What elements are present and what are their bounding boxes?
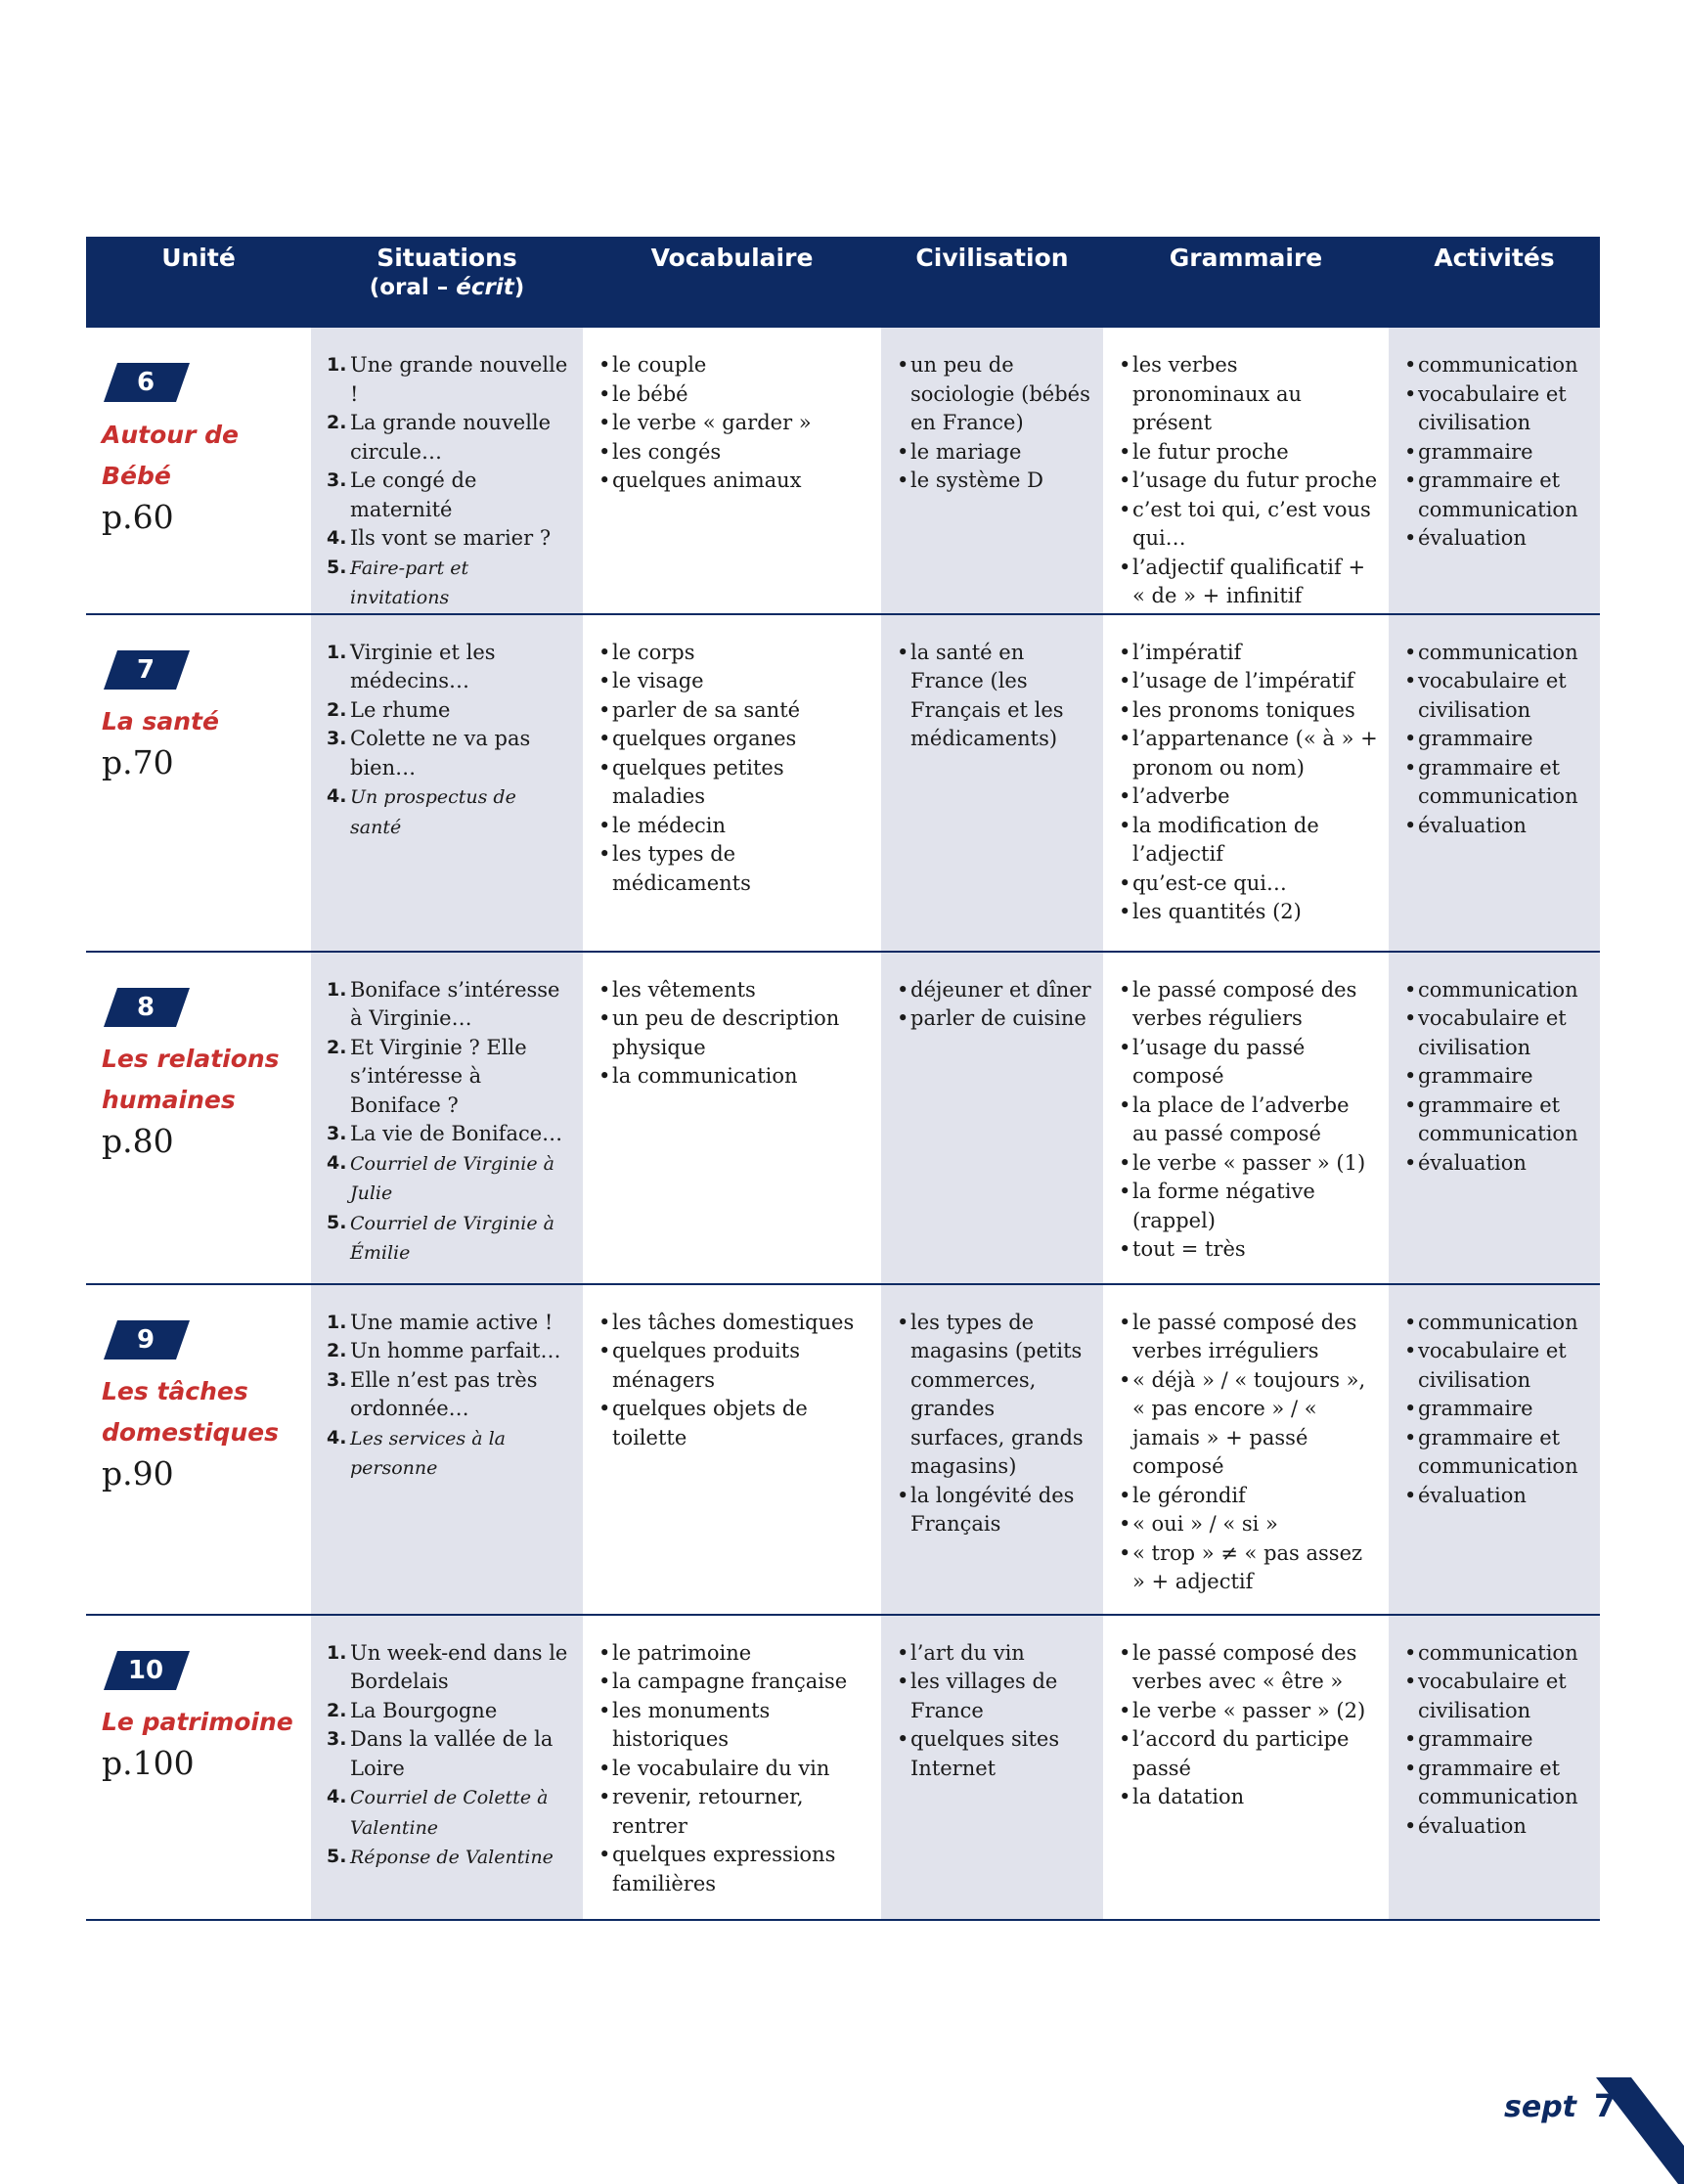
grammaire-cell [1103,328,1389,614]
grammaire-item: • l’impératif [1119,639,1379,668]
situation-item [327,409,573,467]
situation-number: 4. [327,527,347,549]
activites-cell [1389,328,1600,614]
header-row [86,237,1600,328]
vocabulaire-cell [583,1615,881,1920]
situation-text: Faire-part et invitations [350,557,469,608]
vocabulaire-cell [583,614,881,952]
situation-item [327,1783,573,1843]
civilisation-item: • l’art du vin [897,1639,1093,1669]
situation-text: Un week-end dans le Bordelais [350,1640,568,1693]
grammaire-item: • l’usage de l’impératif [1119,667,1379,696]
civilisation-item: • la longévité des Français [897,1482,1093,1539]
activites-item: • grammaire et communication [1404,467,1590,524]
situation-item [327,1209,573,1269]
grammaire-item: • la modification de l’adjectif [1119,812,1379,869]
vocabulaire-item: • les types de médicaments [598,840,871,898]
situation-text: Réponse de Valentine [350,1847,554,1868]
grammaire-item: • l’usage du futur proche [1119,467,1379,496]
unit-cell [86,1284,311,1615]
civilisation-item: • le système D [897,467,1093,496]
grammaire-item: • le futur proche [1119,438,1379,468]
situation-text: Boniface s’intéresse à Virginie… [350,977,560,1030]
situation-item [327,1639,573,1697]
header-situations-sub [312,273,582,303]
grammaire-item: • le verbe « passer » (2) [1119,1697,1379,1726]
situations-cell [311,1615,583,1920]
activites-cell [1389,952,1600,1284]
activites-item: • vocabulaire et civilisation [1404,380,1590,438]
vocabulaire-item: • le verbe « garder » [598,409,871,438]
situation-item [327,639,573,696]
situation-item [327,1120,573,1149]
unit-number: 6 [136,368,155,397]
grammaire-cell [1103,1615,1389,1920]
situation-number: 1. [327,1311,347,1333]
situation-text: Virginie et les médecins… [350,640,496,692]
situations-cell [311,328,583,614]
activites-item: • évaluation [1404,812,1590,841]
grammaire-item: • « trop » ≠ « pas assez » + adjectif [1119,1539,1379,1597]
vocabulaire-item: • le corps [598,639,871,668]
situation-number: 4. [327,1151,347,1174]
activites-item: • vocabulaire et civilisation [1404,1004,1590,1062]
grammaire-cell [1103,1284,1389,1615]
grammaire-cell [1103,952,1389,1284]
unit-row [86,952,1600,1284]
unit-title[interactable]: Le patrimoine [102,1708,293,1736]
situation-number: 3. [327,1368,347,1391]
situation-item [327,976,573,1034]
grammaire-item: • « déjà » / « toujours », « pas encore » / « jamais » + passé composé [1119,1366,1379,1482]
situation-number: 5. [327,556,347,578]
activites-item: • grammaire [1404,438,1590,468]
vocabulaire-item: • quelques objets de toilette [598,1395,871,1452]
grammaire-item: • qu’est-ce qui… [1119,869,1379,899]
situation-text: Elle n’est pas très ordonnée… [350,1367,538,1420]
civilisation-item: • la santé en France (les Français et les médicaments) [897,639,1093,754]
header-unit: Unité [86,237,311,328]
activites-item: • grammaire et communication [1404,1755,1590,1812]
civilisation-item: • quelques sites Internet [897,1725,1093,1783]
unit-cell [86,1615,311,1920]
situation-item [327,1697,573,1726]
grammaire-item: • l’adverbe [1119,782,1379,812]
grammaire-item: • la forme négative (rappel) [1119,1178,1379,1235]
vocabulaire-item: • le bébé [598,380,871,410]
header-activites: Activités [1389,237,1600,328]
grammaire-item: • la place de l’adverbe au passé composé [1119,1092,1379,1149]
grammaire-item: • l’appartenance (« à » + pronom ou nom) [1119,725,1379,782]
header-situations-label: Situations [377,244,517,272]
unit-title[interactable]: Les relations humaines [102,1045,280,1114]
activites-cell [1389,1615,1600,1920]
grammaire-item: • le passé composé des verbes avec « être » [1119,1639,1379,1697]
situation-number: 5. [327,1211,347,1233]
situations-cell [311,1284,583,1615]
unit-title[interactable]: La santé [102,707,219,735]
vocabulaire-item: • un peu de description physique [598,1004,871,1062]
header-vocabulaire: Vocabulaire [583,237,881,328]
situation-text: Dans la vallée de la Loire [350,1727,554,1780]
unit-row [86,328,1600,614]
situation-item [327,524,573,554]
civilisation-item: • déjeuner et dîner [897,976,1093,1005]
vocabulaire-item: • le vocabulaire du vin [598,1755,871,1784]
situation-item [327,782,573,842]
situation-text: La grande nouvelle circule… [350,411,552,464]
vocabulaire-cell [583,1284,881,1615]
activites-item: • communication [1404,976,1590,1005]
activites-item: • grammaire [1404,1725,1590,1755]
vocabulaire-item: • la communication [598,1062,871,1092]
grammaire-item: • les verbes pronominaux au présent [1119,351,1379,438]
unit-page: p.90 [102,1454,174,1493]
activites-item: • grammaire et communication [1404,1092,1590,1149]
activites-cell [1389,1284,1600,1615]
situation-number: 4. [327,1786,347,1807]
unit-row [86,1284,1600,1615]
activites-item: • évaluation [1404,1149,1590,1179]
header-sub-oral: (oral – [369,275,457,300]
activites-item: • grammaire et communication [1404,1424,1590,1482]
situation-item [327,1149,573,1209]
unit-cell [86,952,311,1284]
situation-item [327,1309,573,1338]
civilisation-item: • parler de cuisine [897,1004,1093,1034]
activites-item: • grammaire [1404,1395,1590,1424]
situation-text: Le congé de maternité [350,468,477,521]
situation-item [327,1034,573,1121]
vocabulaire-item: • revenir, retourner, rentrer [598,1783,871,1841]
civilisation-cell [881,952,1103,1284]
civilisation-item: • le mariage [897,438,1093,468]
vocabulaire-item: • quelques animaux [598,467,871,496]
situation-item [327,1843,573,1873]
situation-item [327,725,573,782]
situation-text: Courriel de Virginie à Émilie [350,1212,554,1264]
grammaire-item: • l’accord du participe passé [1119,1725,1379,1783]
situation-number: 3. [327,1728,347,1750]
unit-cell [86,614,311,952]
situations-cell [311,952,583,1284]
situation-text: Ils vont se marier ? [350,526,552,550]
grammaire-item: • c’est toi qui, c’est vous qui… [1119,496,1379,554]
situation-number: 3. [327,728,347,749]
situation-item [327,1424,573,1484]
civilisation-item: • les villages de France [897,1668,1093,1725]
activites-item: • vocabulaire et civilisation [1404,1337,1590,1395]
situation-text: Courriel de Virginie à Julie [350,1152,554,1204]
situation-text: La Bourgogne [350,1698,498,1722]
situation-text: Courriel de Colette à Valentine [350,1787,549,1839]
vocabulaire-item: • le visage [598,667,871,696]
activites-item: • évaluation [1404,1812,1590,1842]
vocabulaire-item: • le patrimoine [598,1639,871,1669]
unit-cell [86,328,311,614]
grammaire-item: • l’usage du passé composé [1119,1034,1379,1092]
situation-item [327,1725,573,1783]
vocabulaire-item: • les congés [598,438,871,468]
situation-text: Le rhume [350,697,451,722]
unit-number-badge [104,988,180,1027]
grammaire-item: • le passé composé des verbes irréguliers [1119,1309,1379,1366]
civilisation-cell [881,1284,1103,1615]
vocabulaire-item: • quelques produits ménagers [598,1337,871,1395]
situation-number: 5. [327,1846,347,1867]
situation-number: 2. [327,412,347,433]
civilisation-item: • les types de magasins (petits commerces, grandes surfaces, grands magasins) [897,1309,1093,1482]
unit-number: 9 [136,1324,155,1355]
situation-number: 4. [327,785,347,807]
activites-item: • communication [1404,1639,1590,1669]
situation-number: 2. [327,698,347,721]
header-grammaire: Grammaire [1103,237,1389,328]
vocabulaire-item: • parler de sa santé [598,696,871,726]
activites-cell [1389,614,1600,952]
situation-number: 4. [327,1426,347,1449]
vocabulaire-item: • les monuments historiques [598,1697,871,1755]
unit-number: 7 [136,654,155,685]
situation-item [327,1337,573,1366]
situation-number: 1. [327,1641,347,1664]
activites-item: • grammaire [1404,725,1590,754]
vocabulaire-item: • le couple [598,351,871,380]
situation-item [327,554,573,613]
unit-number-badge [104,1320,180,1359]
activites-item: • vocabulaire et civilisation [1404,667,1590,725]
unit-page: p.60 [102,497,174,536]
situation-text: Les services à la personne [350,1427,506,1479]
vocabulaire-item: • quelques organes [598,725,871,754]
situation-text: Colette ne va pas bien… [350,727,531,780]
activites-item: • évaluation [1404,524,1590,554]
vocabulaire-item: • les tâches domestiques [598,1309,871,1338]
situation-number: 1. [327,978,347,1001]
situation-item [327,1366,573,1424]
situation-number: 2. [327,1036,347,1058]
vocabulaire-item: • quelques expressions familières [598,1841,871,1898]
grammaire-item: • les quantités (2) [1119,898,1379,927]
unit-page: p.70 [102,743,174,781]
header-sub-ecrit: écrit [456,275,514,300]
vocabulaire-item: • quelques petites maladies [598,754,871,812]
unit-number: 10 [127,1655,164,1685]
grammaire-item: • l’adjectif qualificatif + « de » + infinitif [1119,554,1379,611]
situation-text: Une mamie active ! [350,1310,554,1334]
grammaire-item: • le verbe « passer » (1) [1119,1149,1379,1179]
situations-cell [311,614,583,952]
situation-number: 2. [327,1340,347,1361]
grammaire-item: • les pronoms toniques [1119,696,1379,726]
situation-item [327,696,573,726]
situation-text: Et Virginie ? Elle s’intéresse à Boniface ? [350,1035,527,1117]
situation-item [327,467,573,524]
situation-number: 2. [327,1699,347,1721]
grammaire-item: • le gérondif [1119,1482,1379,1511]
civilisation-cell [881,328,1103,614]
unit-title[interactable]: Autour de Bébé [102,420,239,490]
activites-item: • grammaire et communication [1404,754,1590,812]
unit-page: p.80 [102,1122,174,1160]
unit-page: p.100 [102,1744,195,1782]
activites-item: • vocabulaire et civilisation [1404,1668,1590,1725]
situation-text: Un homme parfait… [350,1339,561,1362]
page-number: 7 [1594,2087,1617,2124]
situation-number: 1. [327,354,347,376]
unit-row [86,1615,1600,1920]
unit-row [86,614,1600,952]
unit-number-badge [104,1651,180,1690]
situation-item [327,351,573,409]
grammaire-cell [1103,614,1389,952]
activites-item: • grammaire [1404,1062,1590,1092]
vocabulaire-cell [583,328,881,614]
vocabulaire-item: • la campagne française [598,1668,871,1697]
vocabulaire-item: • le médecin [598,812,871,841]
civilisation-cell [881,614,1103,952]
situation-text: Une grande nouvelle ! [350,353,568,406]
activites-item: • communication [1404,639,1590,668]
vocabulaire-cell [583,952,881,1284]
grammaire-item: • le passé composé des verbes réguliers [1119,976,1379,1034]
page-number-word: sept [1504,2090,1577,2124]
activites-item: • communication [1404,351,1590,380]
unit-number-badge [104,650,180,690]
situation-number: 3. [327,1123,347,1144]
situation-text: La vie de Boniface… [350,1122,563,1145]
unit-number-badge [104,363,180,402]
grammaire-item: • « oui » / « si » [1119,1510,1379,1539]
grammaire-item: • la datation [1119,1783,1379,1812]
situation-number: 3. [327,469,347,491]
header-civilisation: Civilisation [881,237,1103,328]
civilisation-cell [881,1615,1103,1920]
corner-stripe-decoration [1596,2077,1684,2184]
unit-number: 8 [136,992,155,1022]
situation-number: 1. [327,641,347,663]
situation-text: Un prospectus de santé [350,786,516,838]
unit-title[interactable]: Les tâches domestiques [102,1377,280,1447]
header-situations [311,237,583,328]
activites-item: • évaluation [1404,1482,1590,1511]
civilisation-item: • un peu de sociologie (bébés en France) [897,351,1093,438]
header-sub-close: ) [513,275,525,300]
vocabulaire-item: • les vêtements [598,976,871,1005]
grammaire-item: • tout = très [1119,1235,1379,1265]
contents-table [86,237,1600,1921]
activites-item: • communication [1404,1309,1590,1338]
